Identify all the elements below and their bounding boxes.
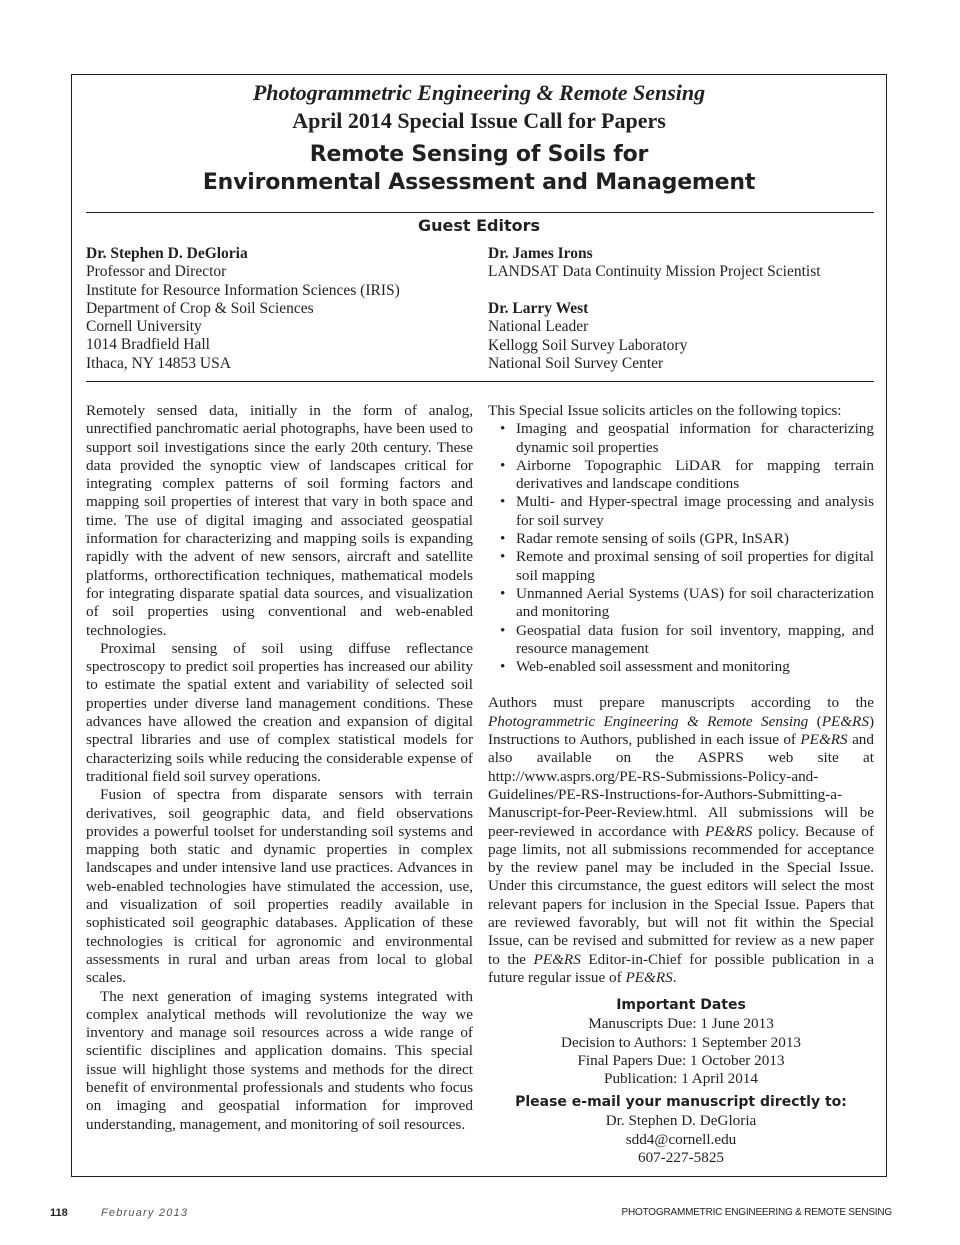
topics-intro: This Special Issue solicits articles on the following topics: — [488, 402, 842, 419]
authors-italic: PE&RS — [625, 968, 673, 986]
authors-italic: PE&RS — [800, 731, 848, 749]
date-line: Manuscripts Due: 1 June 2013 — [588, 1015, 774, 1033]
authors-italic: PE&RS — [705, 822, 753, 840]
journal-name: Photogrammetric Engineering & Remote Sensing — [252, 80, 706, 105]
editor-irons — [488, 245, 878, 282]
editor-line: Kellogg Soil Survey Laboratory — [488, 336, 688, 354]
editor-line: National Soil Survey Center — [488, 354, 664, 372]
running-title: PHOTOGRAMMETRIC ENGINEERING & REMOTE SENSING — [621, 1207, 892, 1218]
authors-text: policy. Because of page limits, not all submissions recommended for acceptance by the review panel may be included in the Special Issue. Under this circumstance, the guest editors will select the most relevant papers for inclusion in the Special Issue. Papers that are reviewed favorably, but will not fit within the Special Issue, can be revised and submitted for review as a new paper to the — [488, 822, 875, 968]
editor-line: Department of Crop & Soil Sciences — [86, 299, 314, 317]
authors-text: Editor-in-Chief for possible publication in a future regular issue of — [488, 950, 875, 986]
body-paragraph: Proximal sensing of soil using diffuse reflectance spectroscopy to predict soil properties has increased our ability to estimate the spatial extent and variability of selected soil properties under diverse land management conditions. These advances have allowed the creation and expansion of digital spectral libraries and use of complex statistical models for characterizing soils while reducing the considerable expense of traditional field soil survey operations. — [86, 639, 473, 785]
topic-item: • Unmanned Aerial Systems (UAS) for soil characterization and monitoring — [488, 585, 874, 622]
header-divider — [86, 212, 874, 213]
contact-heading: Please e-mail your manuscript directly to: — [515, 1094, 847, 1111]
topic-item: • Geospatial data fusion for soil inventory, mapping, and resource management — [488, 622, 874, 659]
editor-line: Professor and Director — [86, 263, 227, 281]
body-paragraph: Remotely sensed data, initially in the form of analog, unrectified panchromatic aerial photographs, have been used to support soil investigations since the early 20th century. These data provided the synoptic view of landscapes critical for integrating complex patterns of soil forming factors and mapping soil properties of interest that vary in both space and time. The use of digital imaging and associated geospatial information for characterizing and mapping soils is expanding rapidly with the advent of new sensors, aircraft and satellite platforms, orthorectification techniques, mathematical models for integrating disparate spatial data sources, and visualization of soil properties using conventional and web-enabled technologies. — [86, 402, 473, 639]
important-dates-heading: Important Dates — [616, 997, 746, 1014]
intro-column — [86, 402, 473, 1134]
body-paragraph: The next generation of imaging systems integrated with complex analytical methods will revolutionize the way we inventory and manage soil resources across a wide range of scientific disciplines and application domains. This special issue will highlight those systems and methods for the direct benefit of environmental professionals and students who focus on imaging and geospatial information for improved understanding, management, and monitoring of soil resources. — [86, 987, 473, 1133]
editor-line: National Leader — [488, 318, 589, 336]
editor-degloria — [86, 245, 476, 373]
editors-divider — [86, 381, 874, 382]
call-for-papers-line: April 2014 Special Issue Call for Papers — [292, 108, 666, 133]
title-line-1: Remote Sensing of Soils for — [309, 142, 649, 167]
contact-info — [488, 1112, 874, 1167]
details-column — [488, 402, 874, 1167]
date-line: Final Papers Due: 1 October 2013 — [577, 1051, 785, 1069]
authors-text: and also available on the ASPRS web site at http://www.asprs.org/PE-RS-Submissions-Policy-and-Guidelines/PE-RS-Instructions-for-Authors-Submitting-a-Manuscript-for-Peer-Review.html. All submissions will be peer-reviewed in accordance with — [488, 731, 874, 840]
contact-name: Dr. Stephen D. DeGloria — [605, 1112, 757, 1130]
page-number: 118 — [50, 1207, 68, 1219]
editor-line: Cornell University — [86, 318, 202, 336]
contact-email: sdd4@cornell.edu — [625, 1130, 737, 1148]
topic-item: • Remote and proximal sensing of soil properties for digital soil mapping — [488, 548, 874, 585]
important-dates — [488, 1015, 874, 1088]
special-issue-title — [71, 141, 887, 197]
topic-item: • Web-enabled soil assessment and monitoring — [488, 658, 874, 676]
date-line: Publication: 1 April 2014 — [604, 1070, 758, 1088]
body-paragraph: Fusion of spectra from disparate sensors with terrain derivatives, soil geographic data, and field observations provides a powerful toolset for understanding soil systems and mapping both static and dynamic properties in complex landscapes and under intensive land use practices. Advances in web-enabled technologies have stimulated the accession, use, and visualization of soil properties readily available in sophisticated soil geographic databases. Application of these technologies is critical for agronomic and environmental assessments in rural and urban areas from local to global scales. — [86, 786, 473, 987]
editor-west — [488, 300, 878, 373]
issue-date: February 2013 — [101, 1207, 189, 1219]
editor-line: 1014 Bradfield Hall — [86, 336, 210, 354]
editor-line: Institute for Resource Information Sciences (IRIS) — [86, 281, 400, 299]
editor-name: Dr. Larry West — [488, 300, 589, 317]
authors-italic: PE&RS — [533, 950, 581, 968]
authors-italic: Photogrammetric Engineering & Remote Sensing — [488, 712, 809, 730]
authors-paragraph — [488, 694, 874, 987]
editor-line: LANDSAT Data Continuity Mission Project Scientist — [488, 263, 821, 281]
topic-item: • Radar remote sensing of soils (GPR, InSAR) — [488, 530, 874, 548]
topics-list — [488, 420, 874, 676]
authors-text: ( — [808, 712, 822, 730]
date-line: Decision to Authors: 1 September 2013 — [560, 1033, 802, 1051]
authors-text: Authors must prepare manuscripts according to the — [488, 694, 874, 712]
authors-text: ) Instructions to Authors, published in each issue of — [488, 712, 874, 749]
editor-name: Dr. James Irons — [488, 245, 593, 262]
title-line-2: Environmental Assessment and Management — [202, 170, 756, 195]
authors-text: . — [672, 968, 677, 986]
authors-italic: PE&RS — [821, 712, 869, 730]
editor-name: Dr. Stephen D. DeGloria — [86, 245, 248, 262]
contact-phone: 607-227-5825 — [637, 1148, 725, 1166]
guest-editors-heading: Guest Editors — [417, 216, 541, 235]
topic-item: • Multi- and Hyper-spectral image processing and analysis for soil survey — [488, 493, 874, 530]
topic-item: • Imaging and geospatial information for characterizing dynamic soil properties — [488, 420, 874, 457]
editor-line: Ithaca, NY 14853 USA — [86, 354, 231, 372]
topic-item: • Airborne Topographic LiDAR for mapping terrain derivatives and landscape conditions — [488, 457, 874, 494]
